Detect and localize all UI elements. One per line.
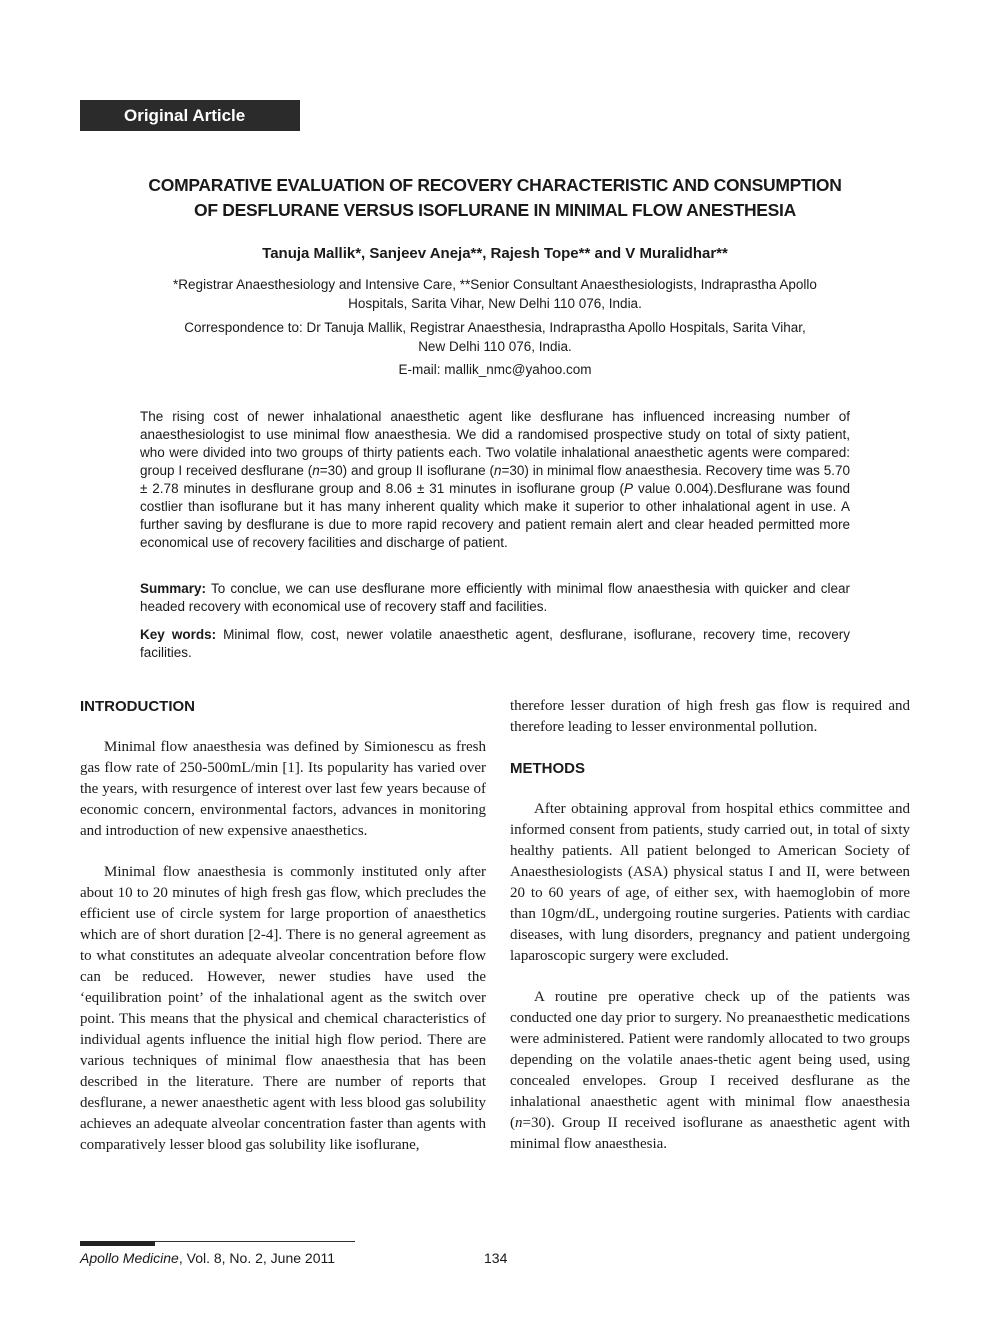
summary-text: To conclue, we can use desflurane more efficiently with minimal flow anaesthesia with quicker and clear headed recovery with economical use of recovery staff and facilities.	[140, 581, 850, 614]
introduction-heading: INTRODUCTION	[80, 698, 195, 715]
methods-p2-n: n	[515, 1115, 523, 1131]
methods-paragraph-1: After obtaining approval from hospital ethics committee and informed consent from patients, study carried out, in total of sixty healthy patients. All patient belonged to American Society of Anaesthesiologists (ASA) physical status I and II, were between 20 to 60 years of age, of either sex, with haemoglobin of more than 10gm/dL, undergoing routine surgeries. Patients with cardiac diseases, with lung disorders, pregnancy and patient undergoing laparoscopic surgery were excluded.	[510, 801, 910, 964]
title-line-2: OF DESFLURANE VERSUS ISOFLURANE IN MINIMAL FLOW ANESTHESIA	[194, 200, 796, 220]
right-column	[510, 692, 910, 1155]
affiliation-line-2: Hospitals, Sarita Vihar, New Delhi 110 076, India.	[348, 296, 642, 311]
methods-p2-text-b: =30). Group II received isoflurane as anaesthetic agent with minimal flow anaesthesia.	[510, 1115, 910, 1152]
left-column	[80, 692, 486, 1156]
correspondence-line-1: Correspondence to: Dr Tanuja Mallik, Registrar Anaesthesia, Indraprastha Apollo Hospitals, Sarita Vihar,	[184, 320, 806, 335]
intro-continuation: therefore lesser duration of high fresh gas flow is required and therefore leading to lesser environmental pollution.	[510, 698, 910, 735]
authors: Tanuja Mallik*, Sanjeev Aneja**, Rajesh Tope** and V Muralidhar**	[262, 245, 728, 262]
abstract-p-value: P	[624, 481, 634, 496]
abstract-text-b: =30) and group II isoflurane (	[319, 463, 494, 478]
abstract-text-c: =30) in minimal flow anaesthesia. Recovery time was 5.70 ± 2.78 minutes in desflurane group and 8.06 ± 31 minutes in isoflurane group (	[140, 463, 850, 496]
correspondence-line-2: New Delhi 110 076, India.	[418, 339, 572, 354]
keywords-text: Minimal flow, cost, newer volatile anaesthetic agent, desflurane, isoflurane, recovery time, recovery facilities.	[140, 627, 850, 660]
email	[80, 360, 910, 379]
title-line-1: COMPARATIVE EVALUATION OF RECOVERY CHARACTERISTIC AND CONSUMPTION	[148, 175, 842, 195]
methods-heading: METHODS	[510, 760, 585, 777]
keywords-label: Key words:	[140, 627, 217, 642]
footer-citation	[80, 1250, 335, 1266]
intro-paragraph-2: Minimal flow anaesthesia is commonly instituted only after about 10 to 20 minutes of high fresh gas flow, which precludes the efficient use of circle system for large proportion of anaesthetics which are of short duration [2-4]. There is no general agreement as to what constitutes an adequate alveolar concentration before flow can be reduced. However, newer studies have used the ‘equilibration point’ of the inhalational agent as the switch over point. This means that the physical and chemical characteristics of individual agents influence the initial high flow period. There are various techniques of minimal flow anaesthesia that has been described in the literature. There are number of reports that desflurane, a newer anaesthetic agent with less blood gas solubility achieves an adequate alveolar concentration faster than agents with comparatively lesser blood gas solubility like isoflurane,	[80, 864, 486, 1153]
abstract-text-a: The rising cost of newer inhalational anaesthetic agent like desflurane has influenced increasing number of anaesthesiologist to use minimal flow anaesthesia. We did a randomised prospective study on total of sixty patient, who were divided into two groups of thirty patients each. Two volatile inhalational anaesthetic agents were compared: group I received desflurane (	[140, 409, 850, 478]
abstract-n-1: n	[312, 463, 320, 478]
methods-p2-text-a: A routine pre operative check up of the patients was conducted one day prior to surgery. No preanaesthetic medications were administered. Patient were randomly allocated to two groups depending on the volatile anaes-thetic agent being used, using concealed envelopes. Group I received desflurane as the inhalational anaesthetic agent with minimal flow anaesthesia (	[510, 989, 910, 1131]
journal-name: Apollo Medicine	[80, 1250, 179, 1266]
methods-paragraph-2	[510, 987, 910, 1155]
abstract-keywords	[140, 626, 850, 662]
summary-label: Summary:	[140, 581, 207, 596]
page-number: 134	[484, 1250, 508, 1266]
affiliation-line-1: *Registrar Anaesthesiology and Intensive Care, **Senior Consultant Anaesthesiologists, Indraprastha Apollo	[173, 277, 817, 292]
abstract-summary	[140, 580, 850, 616]
article-type-label: Original Article	[80, 100, 300, 131]
footer-rule-accent	[80, 1241, 155, 1246]
article-title	[80, 173, 910, 223]
affiliation	[80, 275, 910, 313]
intro-paragraph-1: Minimal flow anaesthesia was defined by Simionescu as fresh gas flow rate of 250-500mL/min [1]. Its popularity has varied over the years, with resurgence of interest over last few years because of economic concern, environmental factors, advances in monitoring and introduction of new expensive anaesthetics.	[80, 739, 486, 839]
abstract-n-2: n	[493, 463, 502, 478]
email-text: E-mail: mallik_nmc@yahoo.com	[398, 362, 592, 377]
journal-issue: , Vol. 8, No. 2, June 2011	[178, 1250, 336, 1266]
abstract-paragraph	[140, 408, 850, 552]
correspondence	[80, 318, 910, 356]
abstract-text-d: value 0.004).Desflurane was found costlier than isoflurane but it has many inherent quality which make it superior to other inhalational agent in use. A further saving by desflurane is due to more rapid recovery and patient remain alert and clear headed permitted more economical use of recovery facilities and discharge of patient.	[140, 481, 850, 550]
